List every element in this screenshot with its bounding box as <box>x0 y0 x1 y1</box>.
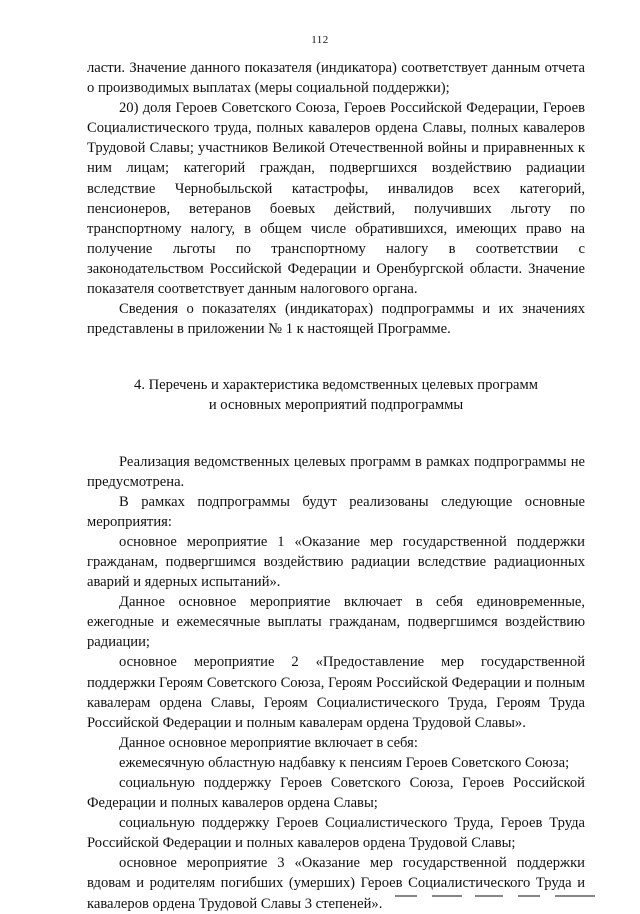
page-number: 112 <box>311 34 329 46</box>
paragraph-activity-1: основное мероприятие 1 «Оказание мер государственной поддержки гражданам, подвергшимся воздействию радиации вследствие радиационных аварий и ядерных испытаний». <box>87 533 585 591</box>
paragraph-indicator-continuation: ласти. Значение данного показателя (индикатора) соответствует данным отчета о производимых выплатах (меры социальной поддержки); <box>87 60 585 97</box>
paragraph-activity-2-includes: Данное основное мероприятие включает в себя: <box>119 734 418 751</box>
paragraph-targeted-programs: Реализация ведомственных целевых программ в рамках подпрограммы не предусмотрена. <box>87 453 585 490</box>
scan-artifact-line <box>395 895 417 897</box>
paragraph-activity-1-details: Данное основное мероприятие включает в себя единовременные, ежегодные и ежемесячные выплаты гражданам, подвергшимся воздействию радиации; <box>87 594 585 651</box>
paragraph-main-activities-intro: В рамках подпрограммы будут реализованы следующие основные мероприятия: <box>87 493 585 530</box>
scan-artifact-line <box>475 895 503 897</box>
list-item-support-heroes-labor: социальную поддержку Героев Социалистического Труда, Героев Труда Российской Федерации и полных кавалеров ордена Трудовой Славы; <box>87 815 585 852</box>
section-heading-line-2: и основных мероприятий подпрограммы <box>208 397 464 414</box>
section-heading <box>87 375 585 415</box>
section-heading-line-1: 4. Перечень и характеристика ведомственных целевых программ <box>134 377 538 394</box>
paragraph-indicator-20: 20) доля Героев Советского Союза, Героев Российской Федерации, Героев Социалистического труда, полных кавалеров ордена Славы, полных кавалеров Трудовой Славы; участников Великой Отечественной войны и приравненных к ним лицам; категорий граждан, подвергшихся воздействию радиации вследствие Чернобыльской катастрофы, инвалидов всех категорий, пенсионеров, ветеранов боевых действий, получивших льготу по транспортному налогу, в общем числе обратившихся, имеющих право на получение льготы по транспортному налогу в соответствии с законодательством Российской Федерации и Оренбургской области. Значение показателя соответствует данным налогового органа. <box>87 100 585 298</box>
document-body <box>87 58 585 914</box>
paragraph-activity-3: основное мероприятие 3 «Оказание мер государственной поддержки вдовам и родителям погибших (умерших) Героев Социалистического Труда и кавалеров ордена Трудовой Славы 3 степеней». <box>87 855 585 912</box>
paragraph-activity-2: основное мероприятие 2 «Предоставление мер государственной поддержки Героям Советского Союза, Героям Российской Федерации и полным кавалерам ордена Славы, Героям Социалистического Труда, Героям Труда Российской Федерации и полным кавалерам ордена Трудовой Славы». <box>87 654 585 731</box>
list-item-monthly-supplement: ежемесячную областную надбавку к пенсиям Героев Советского Союза; <box>119 754 570 771</box>
scan-artifact-line <box>518 895 540 897</box>
scan-artifact-line <box>555 895 595 897</box>
scan-artifact-line <box>432 895 462 897</box>
list-item-support-heroes-ussr: социальную поддержку Героев Советского Союза, Героев Российской Федерации и полных кавалеров ордена Славы; <box>87 775 585 812</box>
paragraph-indicators-appendix: Сведения о показателях (индикаторах) подпрограммы и их значениях представлены в приложении № 1 к настоящей Программе. <box>87 301 585 338</box>
